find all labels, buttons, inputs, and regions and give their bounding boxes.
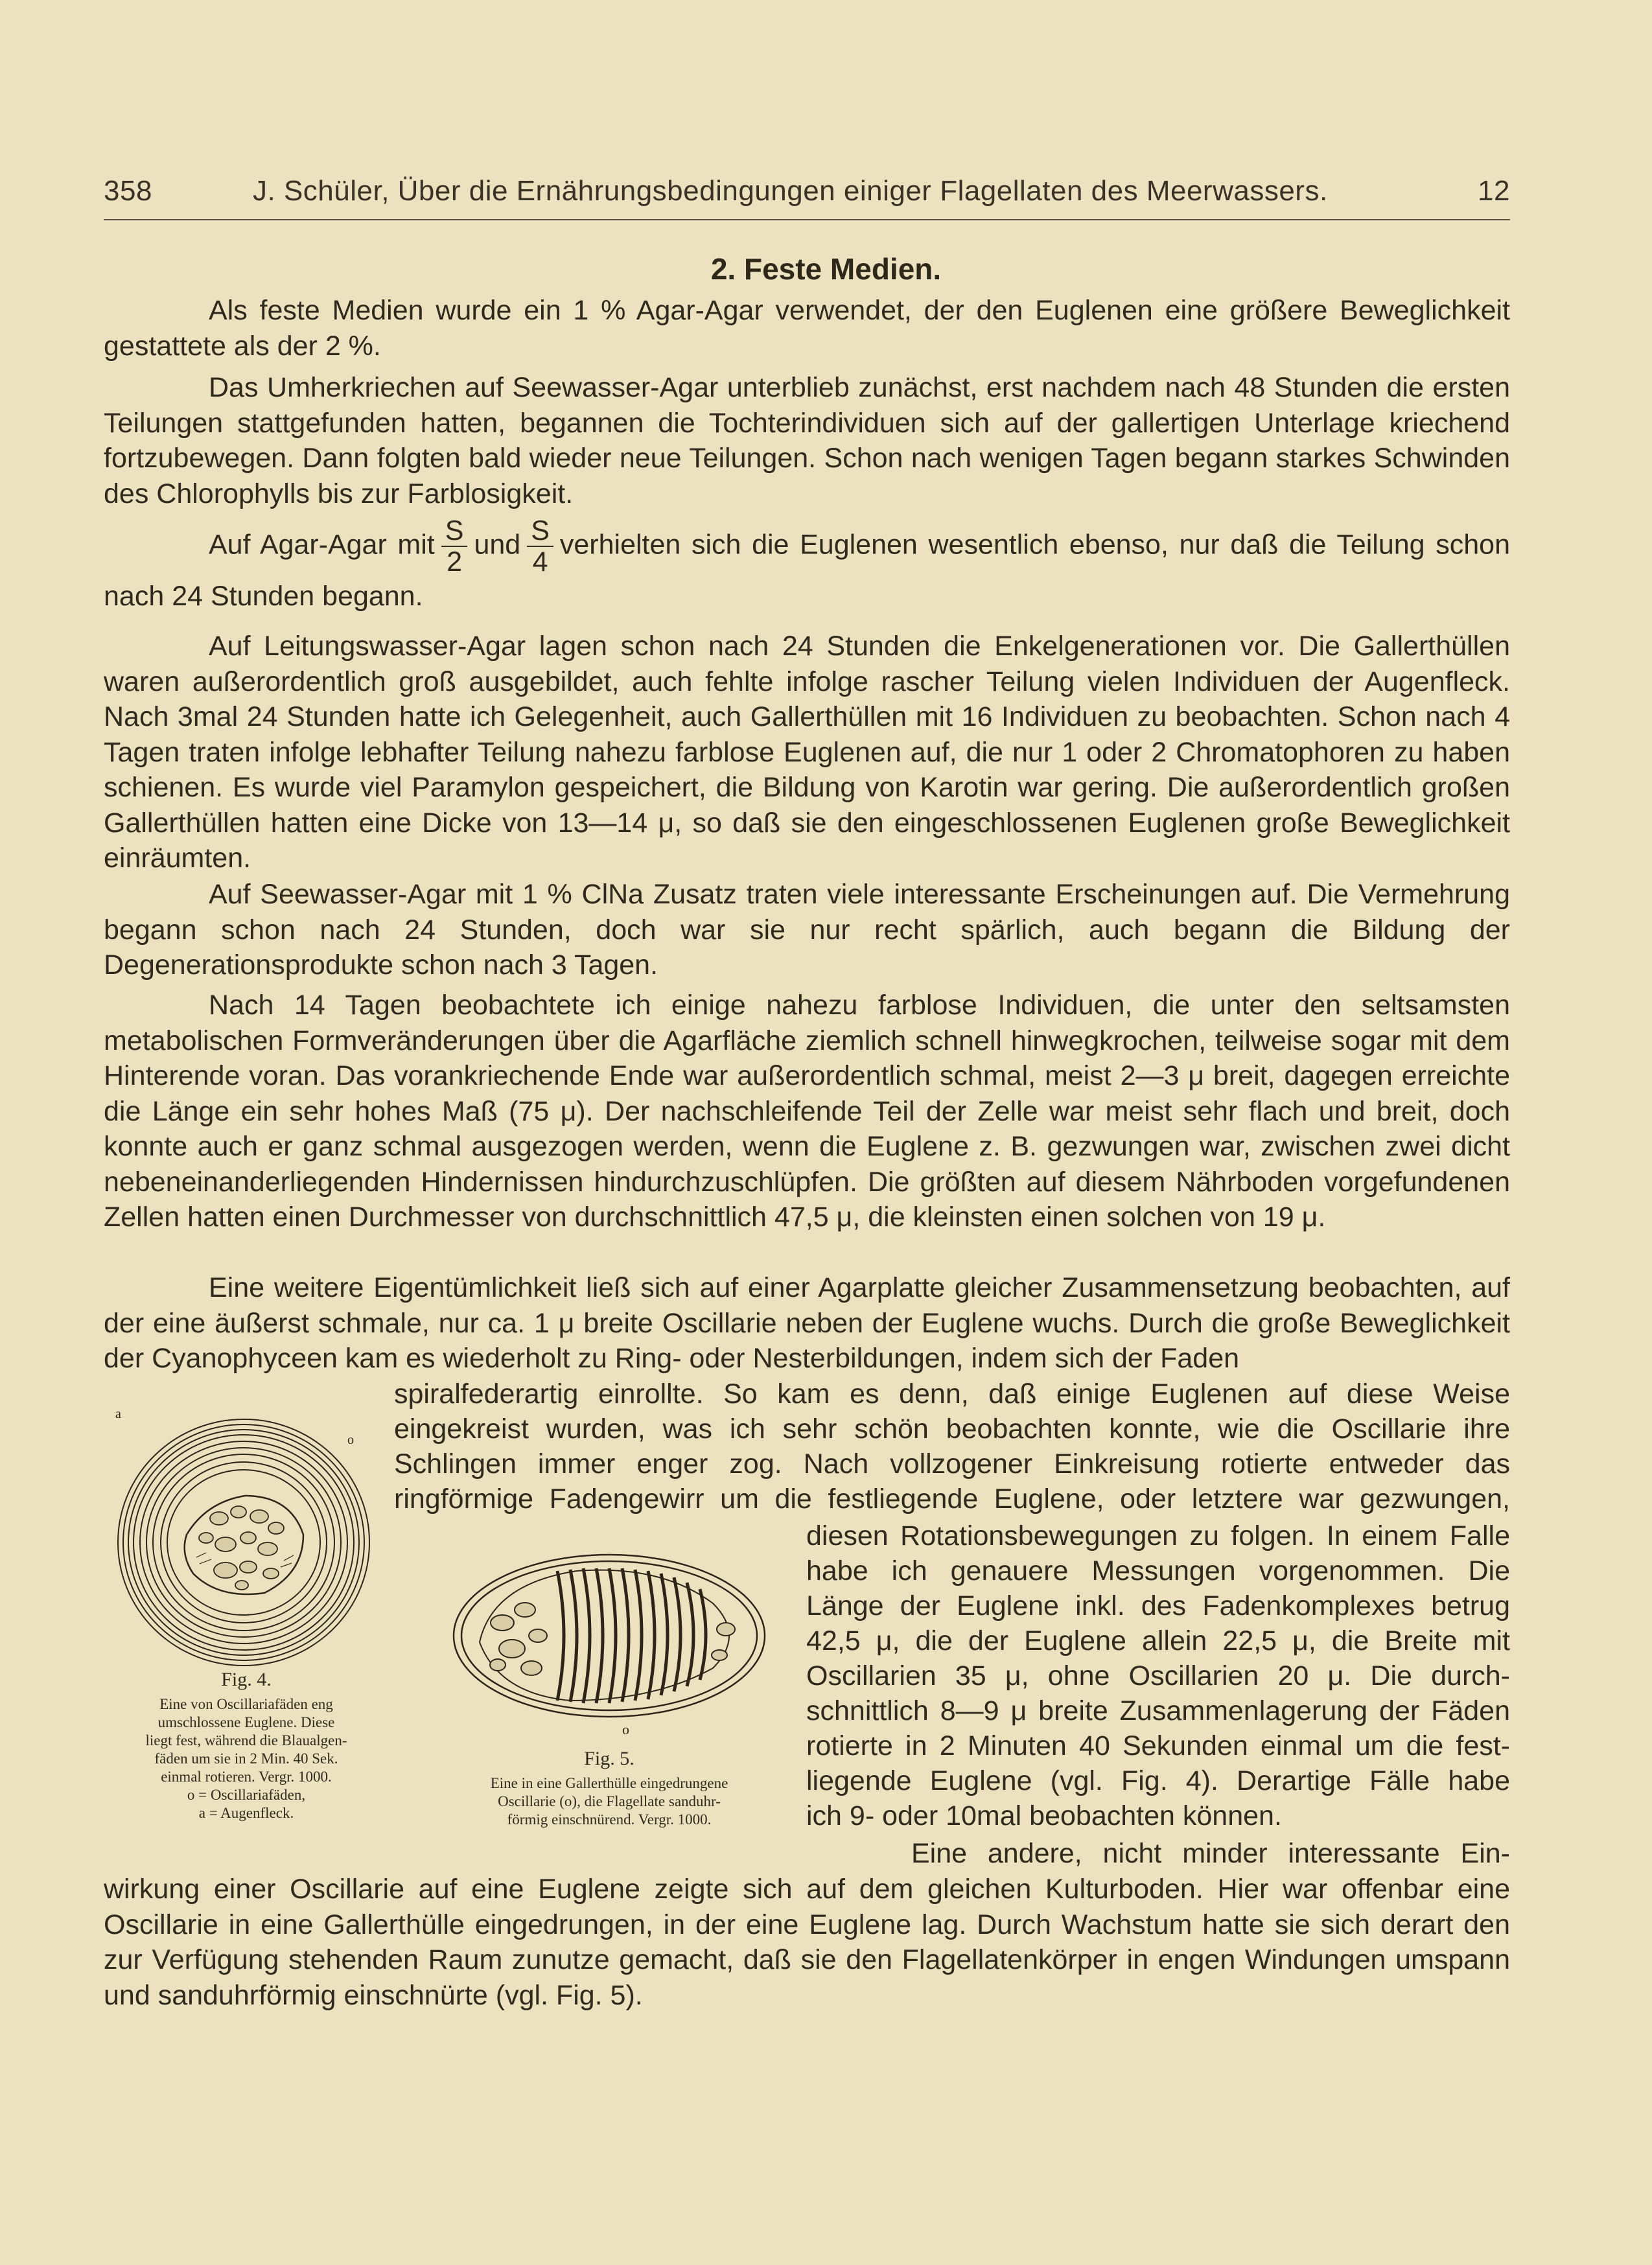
fraction-2-denominator: 4 — [532, 546, 548, 577]
header-rule — [104, 219, 1510, 220]
paragraph-7-text: Eine weitere Eigentümlichkeit ließ sich auf einer Agarplatte gleicher Zusammensetzung beobachten, auf der eine äußerst schmale, nur ca. 1 μ breite Oscillarie neben der Euglene wuchs. Durch die große Beweglichkeit der Cyanophyceen kam es wiederholt zu Ring- oder Nesterbildungen, indem sich der Faden — [104, 1272, 1510, 1374]
narrow-line-1: diesen Rotationsbewegungen zu folgen. In einem Falle — [806, 1520, 1510, 1551]
figure-4-caption-line: liegt fest, während die Blaualgen- — [145, 1732, 347, 1748]
figure-5-marker-o: o — [622, 1721, 629, 1737]
fraction-s-over-4 — [527, 516, 553, 577]
paragraph-5-text: Auf Seewasser-Agar mit 1 % ClNa Zusatz traten viele interessante Erscheinungen auf. Die Vermehrung begann schon nach 24 Stunden, doch war sie nur recht spärlich, auch begann die Bildung der Degenerationsprodukte schon nach 3 Tagen. — [104, 879, 1510, 981]
figure-4-caption-line: umschlossene Euglene. Diese — [157, 1714, 335, 1730]
narrow-line-10: Eine andere, nicht minder interessante Ein- — [911, 1838, 1510, 1869]
fraction-1-denominator: 2 — [447, 546, 463, 577]
narrow-line-9: ich 9- oder 10mal beobachten können. — [806, 1800, 1282, 1831]
running-title: J. Schüler, Über die Ernährungsbedingungen einiger Flagellaten des Meerwassers. — [253, 175, 1328, 207]
figure-5-label: Fig. 5. — [584, 1748, 634, 1769]
narrow-line-7: rotierte in 2 Minuten 40 Sekunden einmal um die fest- — [806, 1730, 1510, 1761]
figure-5-caption-line: förmig einschnürend. Vergr. 1000. — [507, 1811, 712, 1828]
narrow-line-4: 42,5 μ, die der Euglene allein 22,5 μ, die Breite mit — [806, 1625, 1510, 1656]
fraction-2-numerator: S — [527, 516, 553, 547]
paragraph-3-before: Auf Agar-Agar mit — [209, 529, 435, 561]
figure-5-caption-line: Oscillarie (o), die Flagellate sanduhr- — [498, 1793, 721, 1809]
volume-number: 12 — [1478, 175, 1510, 207]
paragraph-5 — [104, 877, 1510, 983]
paragraph-3-middle: und — [474, 529, 521, 561]
paragraph-1 — [104, 293, 1510, 364]
figure-4-caption-line: o = Oscillariafäden, — [187, 1787, 306, 1803]
figure-4-label: Fig. 4. — [221, 1669, 272, 1690]
paragraph-3-after: verhielten sich die Euglenen wesentlich ebenso, nur daß die Teilung schon nach 24 Stunden begann. — [104, 529, 1510, 612]
narrow-line-5: Oscillarien 35 μ, ohne Oscillarien 20 μ. Die durch- — [806, 1660, 1510, 1691]
narrow-line-2: habe ich genauere Messungen vorgenommen. Die — [806, 1555, 1510, 1586]
wrap-line-1: spiralfederartig einrollte. So kam es denn, daß einige Euglenen auf diese Weise — [394, 1378, 1510, 1410]
wrap-line-2: eingekreist wurden, was ich sehr schön beobachten konnte, wie die Oscillarie ihre — [394, 1413, 1510, 1445]
figure-4-caption-line: fäden um sie in 2 Min. 40 Sek. — [154, 1750, 338, 1767]
paragraph-4 — [104, 629, 1510, 876]
fraction-s-over-2 — [441, 516, 468, 577]
figure-4-illustration — [109, 1405, 381, 1677]
paragraph-2-text: Das Umherkriechen auf Seewasser-Agar unterblieb zunächst, erst nachdem nach 48 Stunden die ersten Teilungen stattgefunden hatten, begannen die Tochterindividuen sich auf der gallertigen Unterlage kriechend fortzubewegen. Dann folgten bald wieder neue Teilungen. Schon nach wenigen Tagen begann starkes Schwinden des Chlorophylls bis zur Farblosigkeit. — [104, 372, 1510, 509]
figure-4-caption — [104, 1671, 389, 1822]
paragraph-6-text: Nach 14 Tagen beobachtete ich einige nahezu farblose Individuen, die unter den seltsamsten metabolischen Formveränderungen über die Agarfläche ziemlich schnell hinwegkrochen, teilweise sogar mit dem Hinterende voran. Das vorankriechende Ende war außerordentlich schmal, meist 2—3 μ breit, dagegen erreichte die Länge ein sehr hohes Maß (75 μ). Der nachschleifende Teil der Zelle war meist sehr flach und breit, doch konnte auch er ganz schmal ausgezogen werden, wenn die Euglene z. B. gezwungen war, zwischen zwei dicht nebeneinanderliegenden Hindernissen hindurchzuschlüpfen. Die größten auf diesem Nährboden vorgefundenen Zellen hatten einen Durchmesser von durchschnittlich 47,5 μ, die kleinsten einen solchen von 19 μ. — [104, 990, 1510, 1233]
page-number: 358 — [104, 175, 152, 207]
wrap-line-3: Schlingen immer enger zog. Nach vollzogener Einkreisung rotierte entweder das — [394, 1448, 1510, 1480]
paragraph-2 — [104, 370, 1510, 511]
figure-5-illustration — [441, 1545, 778, 1739]
paragraph-4-text: Auf Leitungswasser-Agar lagen schon nach 24 Stunden die Enkelgenerationen vor. Die Gallerthüllen waren außerordentlich groß ausgebildet, auch fehlte infolge rascher Teilung vielen Individuen der Augenfleck. Nach 3mal 24 Stunden hatte ich Gelegenheit, auch Gallerthüllen mit 16 Individuen zu beobachten. Schon nach 4 Tagen traten infolge lebhafter Teilung nahezu farblose Euglenen auf, die nur 1 oder 2 Chromatophoren zu haben schienen. Es wurde viel Paramylon gespeichert, die Bildung von Karotin war gering. Die außerordentlich großen Gallerthüllen hatten eine Dicke von 13—14 μ, so daß sie den eingeschlossenen Euglenen große Beweglichkeit einräumten. — [104, 631, 1510, 874]
paragraph-1-text: Als feste Medien wurde ein 1 % Agar-Agar verwendet, der den Euglenen eine größere Beweglichkeit gestattete als der 2 %. — [104, 295, 1510, 362]
paragraph-7 — [104, 1270, 1510, 1376]
wrap-line-4: ringförmige Fadengewirr um die festliegende Euglene, oder letztere war gezwungen, — [394, 1483, 1510, 1515]
narrow-line-3: Länge der Euglene inkl. des Fadenkomplexes betrug — [806, 1590, 1510, 1621]
section-title: 2. Feste Medien. — [710, 252, 942, 286]
figure-4-marker-a: a — [115, 1407, 121, 1421]
paragraph-6 — [104, 988, 1510, 1235]
figure-4-caption-line: a = Augenfleck. — [198, 1805, 294, 1821]
narrow-line-6: schnittlich 8—9 μ breite Zusammenlagerung der Fäden — [806, 1695, 1510, 1726]
fraction-1-numerator: S — [441, 516, 468, 547]
final-paragraph: wirkung einer Oscillarie auf eine Euglene zeigte sich auf dem gleichen Kulturboden. Hier war offenbar eine Oscillarie in eine Gallerthülle eingedrungen, in der eine Euglene lag. Durch Wachstum hatte sie sich derart den zur Verfügung stehenden Raum zunutze gemacht, daß sie den Flagellatenkörper in engen Windungen umspann und sanduhrförmig einschnürte (vgl. Fig. 5). — [104, 1874, 1510, 2011]
figure-4-caption-line: Eine von Oscillariafäden eng — [159, 1696, 333, 1712]
narrow-line-8: liegende Euglene (vgl. Fig. 4). Derartige Fälle habe — [806, 1765, 1510, 1796]
figure-5-caption — [431, 1750, 787, 1829]
figure-4-marker-o: o — [347, 1433, 354, 1447]
paragraph-3 — [104, 516, 1510, 616]
figure-5-caption-line: Eine in eine Gallerthülle eingedrungene — [490, 1775, 728, 1791]
figure-4-caption-line: einmal rotieren. Vergr. 1000. — [161, 1769, 332, 1785]
